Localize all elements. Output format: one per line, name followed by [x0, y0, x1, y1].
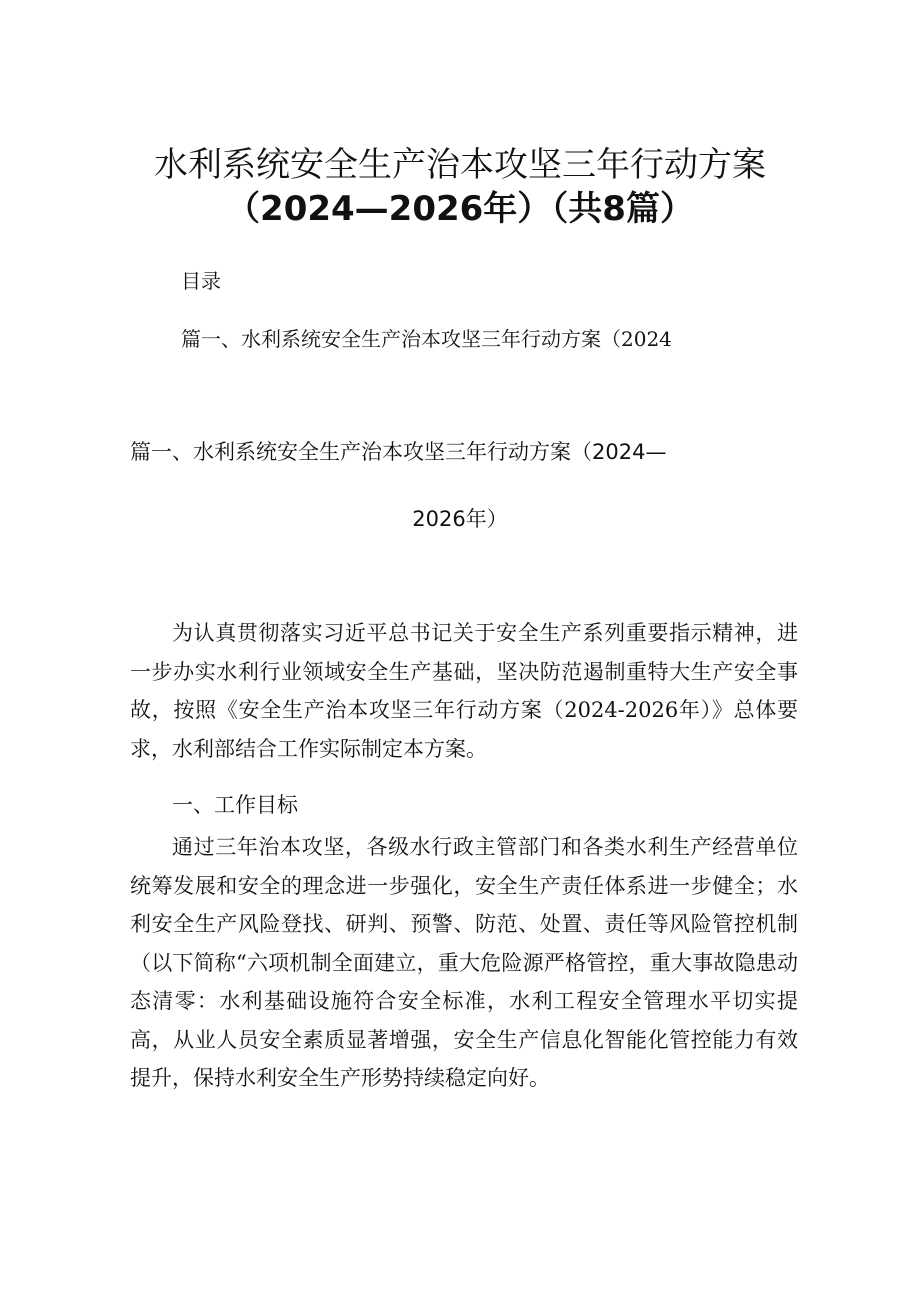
- document-subtitle: （2024—2026年）（共8篇）: [226, 189, 694, 229]
- paragraph-intro: 为认真贯彻落实习近平总书记关于安全生产系列重要指示精神，进一步办实水利行业领域安全生产基础，坚决防范遏制重特大生产安全事故，按照《安全生产治本攻坚三年行动方案（2024-2026年）》总体要求，水利部结合工作实际制定本方案。: [130, 621, 798, 761]
- paragraph-goals: 通过三年治本攻坚，各级水行政主管部门和各类水利生产经营单位统筹发展和安全的理念进一步强化，安全生产责任体系进一步健全；水利安全生产风险登找、研判、预警、防范、处置、责任等风险管控机制（以下简称“六项机制全面建立，重大危险源严格管控，重大事故隐患动态清零：水利基础设施符合安全标准，水利工程安全管理水平切实提高，从业人员安全素质显著增强，安全生产信息化智能化管控能力有效提升，保持水利安全生产形势持续稳定向好。: [130, 835, 798, 1090]
- toc-item[interactable]: 篇一、水利系统安全生产治本攻坚三年行动方案（2024: [181, 327, 672, 351]
- body-text-block: [130, 828, 798, 1098]
- heading-work-goals: 一、工作目标: [172, 793, 298, 817]
- document-title: 水利系统安全生产治本攻坚三年行动方案: [154, 145, 766, 185]
- toc-label: 目录: [181, 269, 221, 293]
- section-heading: 篇一、水利系统安全生产治本攻坚三年行动方案（2024—: [130, 440, 667, 464]
- body-text-block: [130, 614, 798, 768]
- section-heading-continued: 2026年）: [412, 507, 508, 531]
